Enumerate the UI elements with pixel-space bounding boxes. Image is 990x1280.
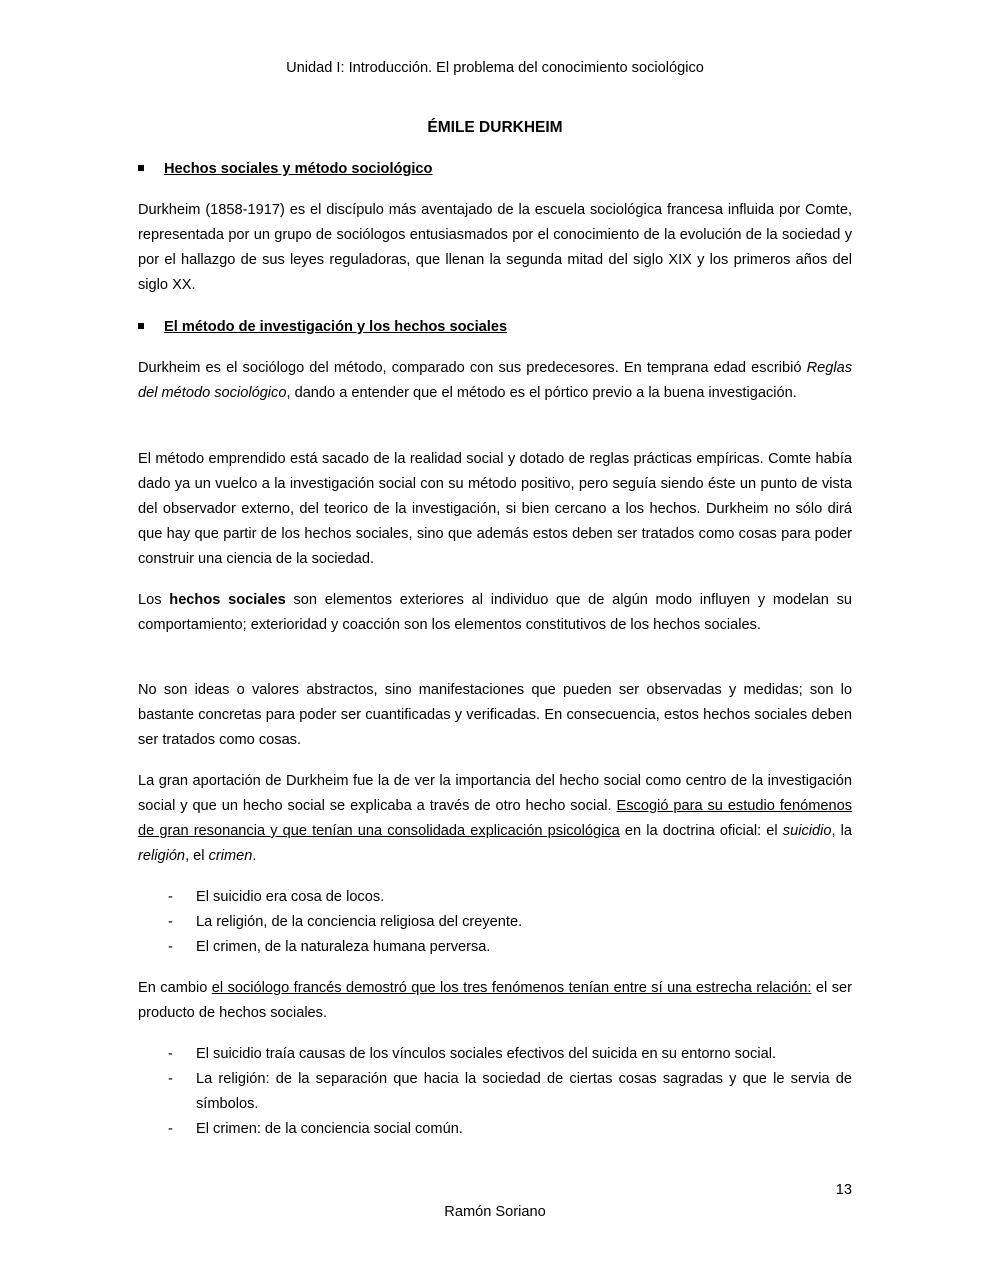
paragraph: La gran aportación de Durkheim fue la de ver la importancia del hecho social como centro de la investigación social y que un hecho social se explicaba a través de otro hecho social. Escogió para su estudio fenómenos de gran resonancia y que tenían una consolidada explicación psicológica en la doctrina oficial: el suicidio, la religión, el crimen.: [138, 773, 853, 864]
bullet-square-icon: [138, 323, 144, 329]
list-item: - El suicidio traía causas de los vínculos sociales efectivos del suicida en su entorno social.: [168, 1046, 777, 1062]
list-item: - La religión: de la separación que hacia la sociedad de ciertas cosas sagradas y que le servia de símbolos.: [168, 1071, 852, 1112]
paragraph: Durkheim (1858-1917) es el discípulo más aventajado de la escuela sociológica francesa influida por Comte, representada por un grupo de sociólogos entusiasmados por el conocimiento de la evolución de la sociedad y por el hallazgo de sus leyes reguladoras, que llenan la segunda mitad del siglo XIX y los primeros años del siglo XX.: [138, 202, 852, 293]
page-number: 13: [835, 1182, 852, 1198]
paragraph: No son ideas o valores abstractos, sino manifestaciones que pueden ser observadas y medidas; son lo bastante concretas para poder ser cuantificadas y verificadas. En consecuencia, estos hechos sociales deben ser tratados como cosas.: [138, 682, 852, 748]
footer-author: Ramón Soriano: [444, 1204, 546, 1220]
list-item: - El suicidio era cosa de locos.: [168, 889, 385, 905]
paragraph: Los hechos sociales son elementos exteriores al individuo que de algún modo influyen y modelan su comportamiento; exterioridad y coacción son los elementos constitutivos de los hechos sociales.: [138, 592, 852, 633]
running-header: Unidad I: Introducción. El problema del conocimiento sociológico: [286, 60, 704, 76]
dash-list: [138, 885, 852, 960]
paragraph: El método emprendido está sacado de la realidad social y dotado de reglas prácticas empíricas. Comte había dado ya un vuelco a la investigación social con su método positivo, pero seguía siendo éste un punto de vista del observador externo, del teorico de la investigación, si bien cercano a los hechos. Durkheim no sólo dirá que hay que partir de los hechos sociales, sino que además estos deben ser tratados como cosas para poder construir una ciencia de la sociedad.: [138, 451, 852, 567]
page-title: ÉMILE DURKHEIM: [427, 119, 563, 136]
bullet-square-icon: [138, 165, 144, 171]
dash-list: [138, 1042, 852, 1142]
section-heading: El método de investigación y los hechos sociales: [138, 315, 507, 340]
list-item: - El crimen: de la conciencia social común.: [168, 1121, 463, 1137]
paragraph: En cambio el sociólogo francés demostró que los tres fenómenos tenían entre sí una estrecha relación: el ser producto de hechos sociales.: [138, 980, 852, 1021]
section-heading: Hechos sociales y método sociológico: [138, 157, 432, 182]
list-item: - El crimen, de la naturaleza humana perversa.: [168, 939, 491, 955]
list-item: - La religión, de la conciencia religiosa del creyente.: [168, 914, 523, 930]
paragraph: Durkheim es el sociólogo del método, comparado con sus predecesores. En temprana edad escribió Reglas del método sociológico, dando a entender que el método es el pórtico previo a la buena investigación.: [138, 360, 852, 401]
